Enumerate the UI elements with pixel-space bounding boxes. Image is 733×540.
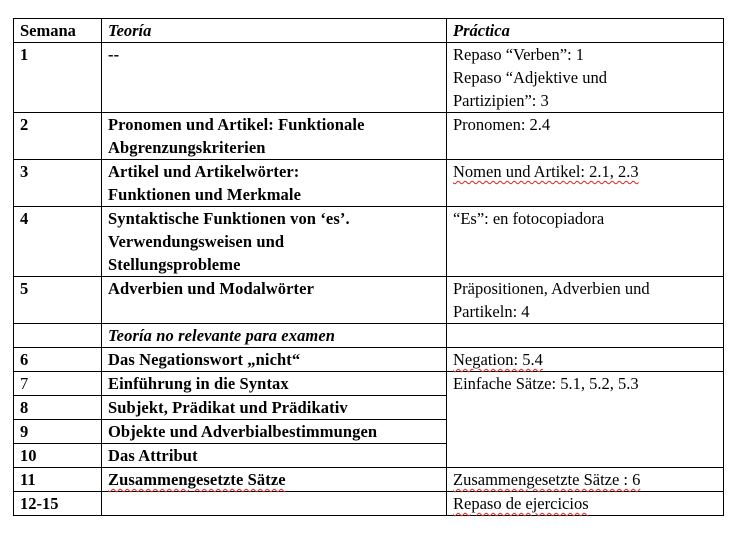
- teoria-cell: [102, 348, 447, 372]
- semana-cell: 10: [14, 444, 102, 468]
- practica-cell: [447, 492, 724, 516]
- teoria-line: Subjekt, Prädikat und Prädikativ: [108, 398, 348, 417]
- semana-cell: 6: [14, 348, 102, 372]
- header-practica: Práctica: [447, 19, 724, 43]
- practica-cell: [447, 207, 724, 277]
- practica-cell: [447, 113, 724, 160]
- teoria-cell: [102, 113, 447, 160]
- practica-cell: [447, 43, 724, 113]
- teoria-line: Syntaktische Funktionen von ‘es’.: [108, 209, 350, 228]
- teoria-cell: [102, 160, 447, 207]
- teoria-line: Das Attribut: [108, 446, 198, 465]
- teoria-line: --: [108, 45, 120, 64]
- teoria-cell: [102, 43, 447, 113]
- teoria-cell: [102, 207, 447, 277]
- practica-cell: [447, 468, 724, 492]
- section-heading: [102, 324, 447, 348]
- semana-cell: 2: [14, 113, 102, 160]
- practica-line: Repaso “Adjektive und: [453, 68, 607, 87]
- semana-cell: 4: [14, 207, 102, 277]
- teoria-cell: [102, 492, 447, 516]
- practica-line: “Es”: en fotocopiadora: [453, 209, 605, 228]
- table-row: [14, 43, 724, 113]
- practica-cell: [447, 160, 724, 207]
- practica-cell: [447, 372, 724, 468]
- practica-cell: [447, 348, 724, 372]
- teoria-cell: [102, 444, 447, 468]
- practica-line: Pronomen: 2.4: [453, 115, 551, 134]
- schedule-table: [13, 18, 724, 516]
- practica-line: Repaso de ejercicios: [453, 494, 589, 513]
- teoria-line: Zusammengesetzte Sätze: [108, 470, 286, 489]
- header-teoria: Teoría: [102, 19, 447, 43]
- table-row: [14, 113, 724, 160]
- teoria-line: Objekte und Adverbialbestimmungen: [108, 422, 378, 441]
- practica-line: [453, 43, 717, 66]
- table-row: [14, 492, 724, 516]
- teoria-cell: [102, 372, 447, 396]
- header-semana: Semana: [14, 19, 102, 43]
- practica-cell: [447, 324, 724, 348]
- practica-line: Partikeln: 4: [453, 302, 530, 321]
- teoria-line: Adverbien und Modalwörter: [108, 279, 314, 298]
- practica-line: Nomen und Artikel: 2.1, 2.3: [453, 162, 639, 181]
- table-row: [14, 207, 724, 277]
- teoria-line: Stellungsprobleme: [108, 255, 241, 274]
- teoria-line: Verwendungsweisen und: [108, 232, 285, 251]
- teoria-cell: [102, 420, 447, 444]
- table-row: [14, 277, 724, 324]
- semana-cell: 7: [14, 372, 102, 396]
- semana-cell: 12-15: [14, 492, 102, 516]
- practica-text: Repaso “Verben”: 1: [453, 45, 585, 64]
- semana-cell: 11: [14, 468, 102, 492]
- semana-cell: [14, 324, 102, 348]
- teoria-line: Teoría no relevante para examen: [108, 326, 336, 345]
- practica-line: Zusammengesetzte Sätze : 6: [453, 470, 641, 489]
- semana-cell: 8: [14, 396, 102, 420]
- table-row: [14, 160, 724, 207]
- practica-line: Negation: 5.4: [453, 350, 543, 369]
- table-row: [14, 468, 724, 492]
- semana-cell: 3: [14, 160, 102, 207]
- teoria-line: Artikel und Artikelwörter:: [108, 162, 300, 181]
- teoria-cell: [102, 468, 447, 492]
- teoria-line: Abgrenzungskriterien: [108, 138, 266, 157]
- practica-cell: [447, 277, 724, 324]
- semana-cell: 1: [14, 43, 102, 113]
- teoria-cell: [102, 277, 447, 324]
- header-row: [14, 19, 724, 43]
- teoria-line: Funktionen und Merkmale: [108, 185, 301, 204]
- practica-line: Präpositionen, Adverbien und: [453, 279, 650, 298]
- section-row: [14, 324, 724, 348]
- practica-line: Einfache Sätze: 5.1, 5.2, 5.3: [453, 374, 639, 393]
- teoria-line: Das Negationswort „nicht“: [108, 350, 301, 369]
- semana-cell: 5: [14, 277, 102, 324]
- teoria-line: Pronomen und Artikel: Funktionale: [108, 115, 365, 134]
- practica-line: Partizipien”: 3: [453, 91, 549, 110]
- teoria-cell: [102, 396, 447, 420]
- teoria-line: Einführung in die Syntax: [108, 374, 289, 393]
- table-row: [14, 348, 724, 372]
- table-row: [14, 372, 724, 396]
- semana-cell: 9: [14, 420, 102, 444]
